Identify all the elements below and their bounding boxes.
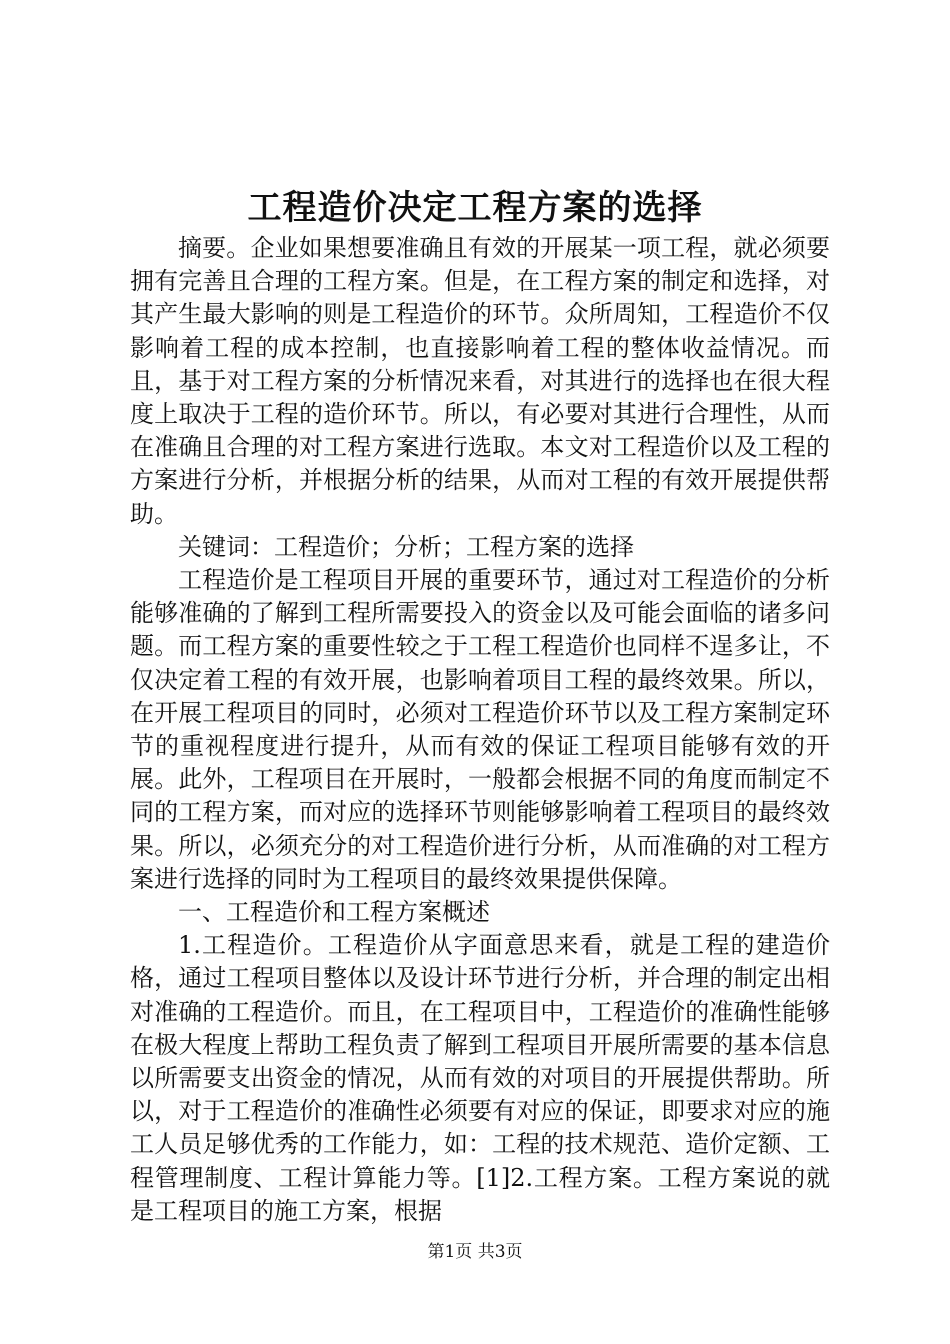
section-paragraph: 1.工程造价。工程造价从字面意思来看，就是工程的建造价格，通过工程项目整体以及设计环节进行分析，并合理的制定出相对准确的工程造价。而且，在工程项目中，工程造价的准确性能够在极大程度上帮助工程负责了解到工程项目开展所需要的基本信息以所需要支出资金的情况，从而有效的对项目的开展提供帮助。所以，对于工程造价的准确性必须要有对应的保证，即要求对应的施工人员足够优秀的工作能力，如：工程的技术规范、造价定额、工程管理制度、工程计算能力等。[1]2.工程方案。工程方案说的就是工程项目的施工方案，根据 xyxy=(130,931,830,1225)
document-body xyxy=(130,232,830,1228)
section-heading: 一、工程造价和工程方案概述 xyxy=(178,898,490,927)
abstract-paragraph: 摘要。企业如果想要准确且有效的开展某一项工程，就必须要拥有完善且合理的工程方案。但是，在工程方案的制定和选择，对其产生最大影响的则是工程造价的环节。众所周知，工程造价不仅影响着工程的成本控制，也直接影响着工程的整体收益情况。而且，基于对工程方案的分析情况来看，对其进行的选择也在很大程度上取决于工程的造价环节。所以，有必要对其进行合理性，从而在准确且合理的对工程方案进行选取。本文对工程造价以及工程的方案进行分析，并根据分析的结果，从而对工程的有效开展提供帮助。 xyxy=(130,234,830,528)
keywords-paragraph: 关键词：工程造价；分析；工程方案的选择 xyxy=(178,532,634,561)
intro-paragraph: 工程造价是工程项目开展的重要环节，通过对工程造价的分析能够准确的了解到工程所需要投入的资金以及可能会面临的诸多问题。而工程方案的重要性较之于工程工程造价也同样不逞多让，不仅决定着工程的有效开展，也影响着项目工程的最终效果。所以，在开展工程项目的同时，必须对工程造价环节以及工程方案制定环节的重视程度进行提升，从而有效的保证工程项目能够有效的开展。此外，工程项目在开展时，一般都会根据不同的角度而制定不同的工程方案，而对应的选择环节则能够影响着工程项目的最终效果。所以，必须充分的对工程造价进行分析，从而准确的对工程方案进行选择的同时为工程项目的最终效果提供保障。 xyxy=(130,566,830,893)
document-title: 工程造价决定工程方案的选择 xyxy=(247,188,703,228)
page-footer: 第1页 共3页 xyxy=(427,1242,523,1262)
